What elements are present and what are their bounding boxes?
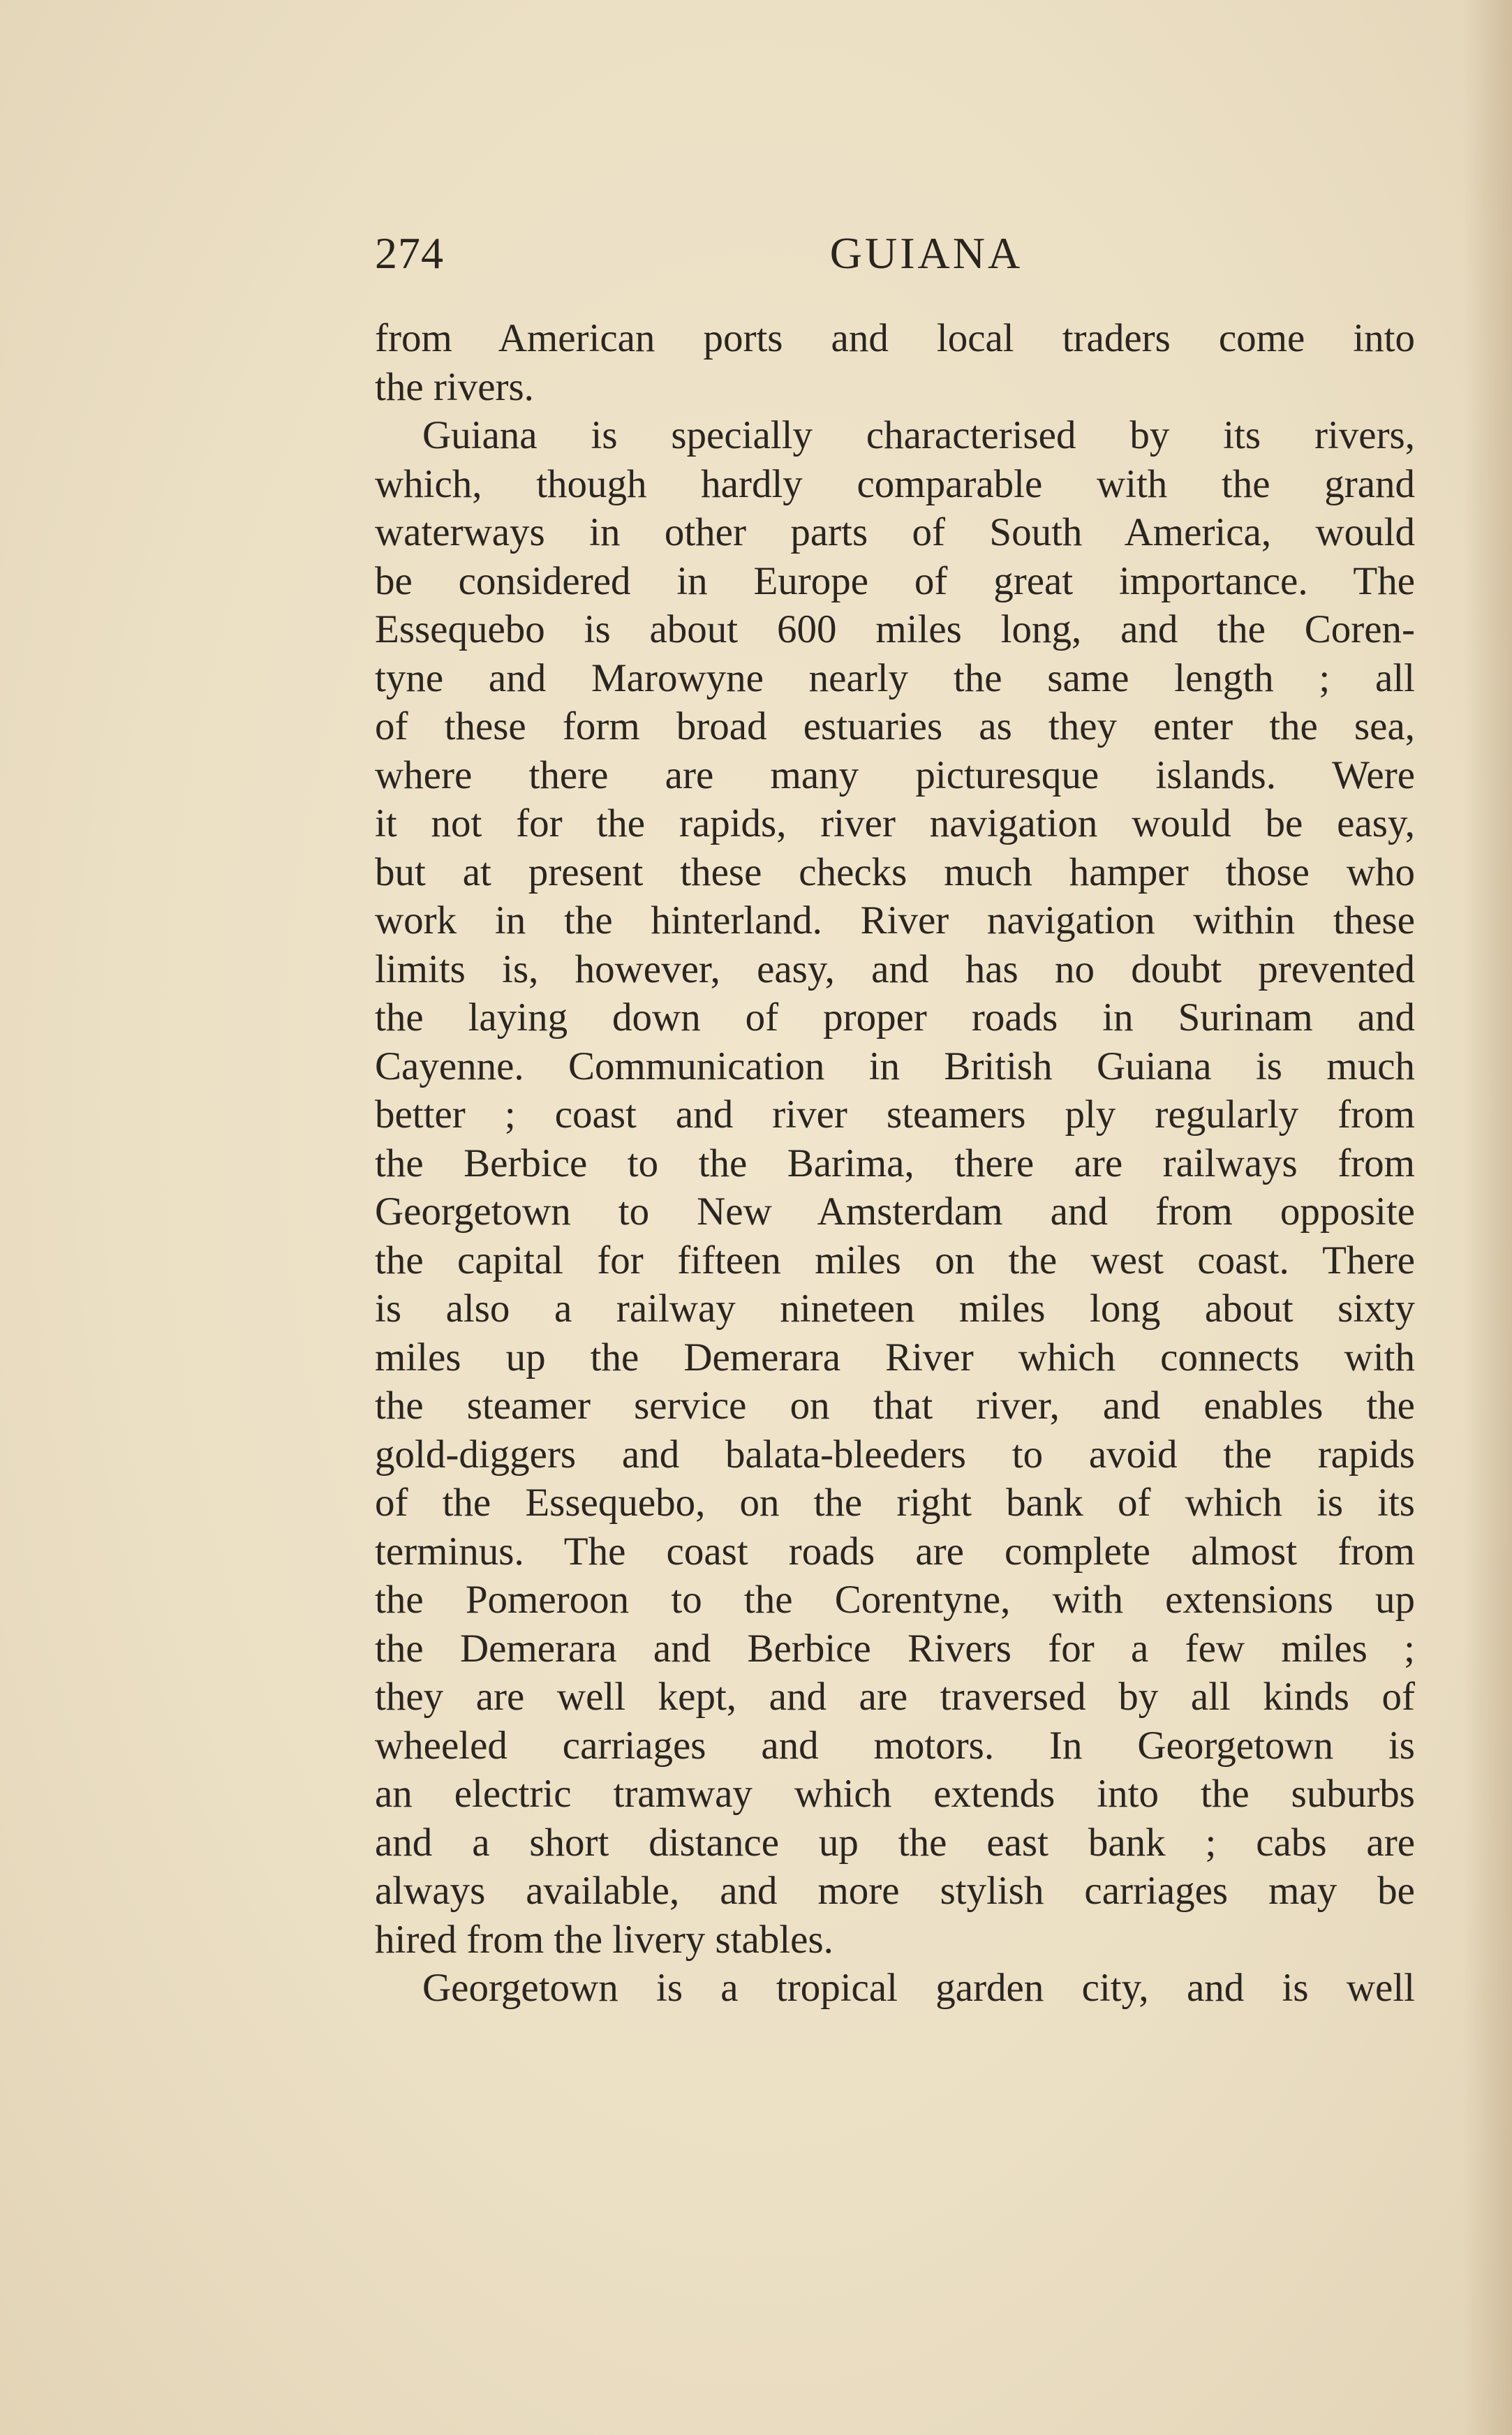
text-line: from American ports and local traders come into	[375, 316, 1415, 360]
text-line: miles up the Demerara River which connects with	[375, 1335, 1415, 1379]
text-line: limits is, however, easy, and has no doubt prevented	[375, 947, 1415, 991]
text-line: Guiana is specially characterised by its rivers,	[422, 413, 1415, 457]
page-header	[375, 222, 1415, 285]
body-text	[375, 314, 1415, 2013]
text-line: of these form broad estuaries as they enter the sea,	[375, 704, 1415, 748]
text-line: the laying down of proper roads in Surinam and	[375, 996, 1415, 1039]
text-line: of the Essequebo, on the right bank of which is its	[375, 1481, 1415, 1525]
text-line: Georgetown is a tropical garden city, and is well	[422, 1966, 1415, 2010]
text-line: gold-diggers and balata-bleeders to avoid the rapids	[375, 1432, 1415, 1476]
text-line: where there are many picturesque islands. Were	[375, 753, 1415, 797]
text-line: is also a railway nineteen miles long about sixty	[375, 1287, 1415, 1331]
text-line: be considered in Europe of great importance. The	[375, 558, 1415, 603]
text-line: waterways in other parts of South America, would	[375, 510, 1415, 554]
running-head: GUIANA	[829, 228, 1023, 278]
text-line: Essequebo is about 600 miles long, and the Coren-	[375, 607, 1415, 651]
text-line: it not for the rapids, river navigation would be easy,	[375, 801, 1415, 845]
text-line: and a short distance up the east bank ; cabs are	[375, 1820, 1415, 1865]
text-line: but at present these checks much hamper those who	[375, 850, 1415, 894]
text-line: terminus. The coast roads are complete almost from	[375, 1529, 1415, 1574]
text-line: Cayenne. Communication in British Guiana is much	[375, 1044, 1415, 1088]
text-line: an electric tramway which extends into the suburbs	[375, 1772, 1415, 1816]
page-number: 274	[375, 228, 444, 278]
text-line: the Berbice to the Barima, there are railways from	[375, 1141, 1415, 1185]
text-line: better ; coast and river steamers ply regularly from	[375, 1093, 1415, 1137]
text-line: the rivers.	[375, 364, 534, 409]
text-line: Georgetown to New Amsterdam and from opposite	[375, 1190, 1415, 1234]
page-edge-shadow	[1463, 0, 1512, 2435]
text-line: the capital for fifteen miles on the west coast. There	[375, 1238, 1415, 1282]
text-line: the Demerara and Berbice Rivers for a few miles ;	[375, 1626, 1415, 1671]
text-line: wheeled carriages and motors. In Georgetown is	[375, 1723, 1415, 1768]
text-line: they are well kept, and are traversed by all kinds of	[375, 1675, 1415, 1719]
text-line: always available, and more stylish carriages may be	[375, 1869, 1415, 1913]
text-line: which, though hardly comparable with the grand	[375, 461, 1415, 506]
text-line: the steamer service on that river, and enables the	[375, 1384, 1415, 1428]
text-line: tyne and Marowyne nearly the same length ; all	[375, 656, 1415, 700]
text-line: the Pomeroon to the Corentyne, with extensions up	[375, 1578, 1415, 1622]
text-line: work in the hinterland. River navigation within these	[375, 898, 1415, 942]
text-line: hired from the livery stables.	[375, 1917, 833, 1962]
